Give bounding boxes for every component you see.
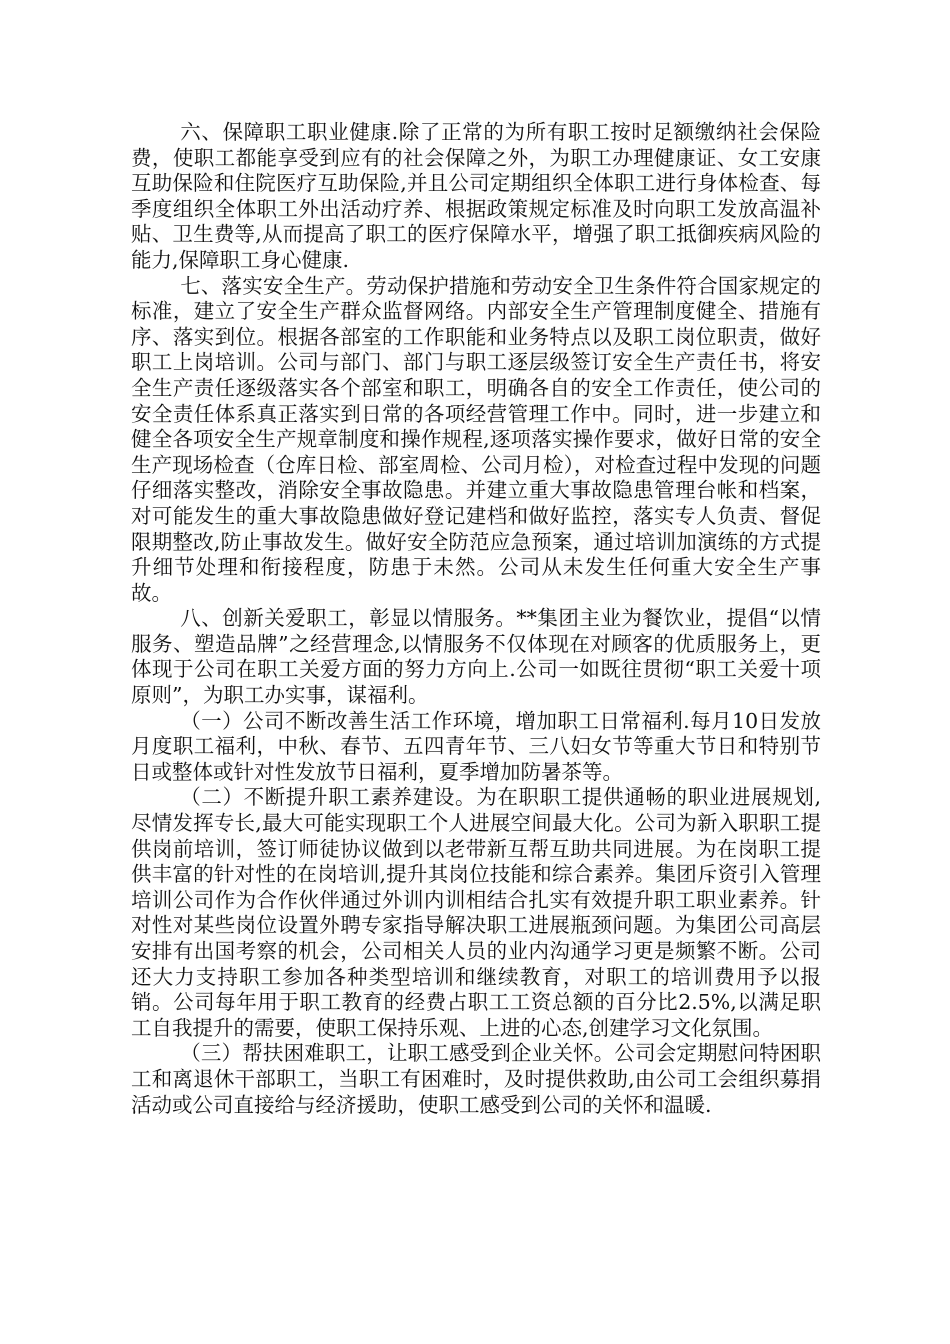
paragraph-health: 六、保障职工职业健康.除了正常的为所有职工按时足额缴纳社会保险费，使职工都能享受到应有的社会保障之外，为职工办理健康证、女工安康互助保险和住院医疗互助保险,并且公司定期组织全体职工进行身体检查、每季度组织全体职工外出活动疗养、根据政策规定标准及时向职工发放高温补贴、卫生费等,从而提高了职工的医疗保障水平，增强了职工抵御疾病风险的能力,保障职工身心健康. [131,120,821,272]
paragraph-training: （二）不断提升职工素养建设。为在职职工提供通畅的职业进展规划,尽情发挥专长,最大可能实现职工个人进展空间最大化。公司为新入职职工提供岗前培训，签订师徒协议做到以老带新互帮互助共同进展。为在岗职工提供丰富的针对性的在岗培训,提升其岗位技能和综合素养。集团斥资引入管理培训公司作为合作伙伴通过外训内训相结合扎实有效提升职工职业素养。针对性对某些岗位设置外聘专家指导解决职工进展瓶颈问题。为集团公司高层安排有出国考察的机会，公司相关人员的业内沟通学习更是频繁不断。公司还大力支持职工参加各种类型培训和继续教育，对职工的培训费用予以报销。公司每年用于职工教育的经费占职工工资总额的百分比2.5%,以满足职工自我提升的需要，使职工保持乐观、上进的心态,创建学习文化氛围。 [131,785,821,1040]
paragraph-safety: 七、落实安全生产。劳动保护措施和劳动安全卫生条件符合国家规定的标准，建立了安全生产群众监督网络。内部安全生产管理制度健全、措施有序、落实到位。根据各部室的工作职能和业务特点以及职工岗位职责，做好职工上岗培训。公司与部门、部门与职工逐层级签订安全生产责任书，将安全生产责任逐级落实各个部室和职工，明确各自的安全工作责任，使公司的安全责任体系真正落实到日常的各项经营管理工作中。同时，进一步建立和健全各项安全生产规章制度和操作规程,逐项落实操作要求，做好日常的安全生产现场检查（仓库日检、部室周检、公司月检），对检查过程中发现的问题仔细落实整改，消除安全事故隐患。并建立重大事故隐患管理台帐和档案，对可能发生的重大事故隐患做好登记建档和做好监控，落实专人负责、督促限期整改,防止事故发生。做好安全防范应急预案，通过培训加演练的方式提升细节处理和衔接程度，防患于未然。公司从未发生任何重大安全生产事故。 [131,273,821,605]
paragraph-care: 八、创新关爱职工，彰显以情服务。**集团主业为餐饮业，提倡“以情服务、塑造品牌”之经营理念,以情服务不仅体现在对顾客的优质服务上，更体现于公司在职工关爱方面的努力方向上.公司一如既往贯彻“职工关爱十项原则”，为职工办实事，谋福利。 [131,606,821,708]
paragraph-assistance: （三）帮扶困难职工，让职工感受到企业关怀。公司会定期慰问特困职工和离退休干部职工，当职工有困难时，及时提供救助,由公司工会组织募捐活动或公司直接给与经济援助，使职工感受到公司的关怀和温暖. [131,1041,821,1117]
document-body [131,120,821,1118]
paragraph-environment: （一）公司不断改善生活工作环境，增加职工日常福利.每月10日发放月度职工福利，中秋、春节、五四青年节、三八妇女节等重大节日和特别节日或整体或针对性发放节日福利，夏季增加防暑茶等。 [131,708,821,784]
